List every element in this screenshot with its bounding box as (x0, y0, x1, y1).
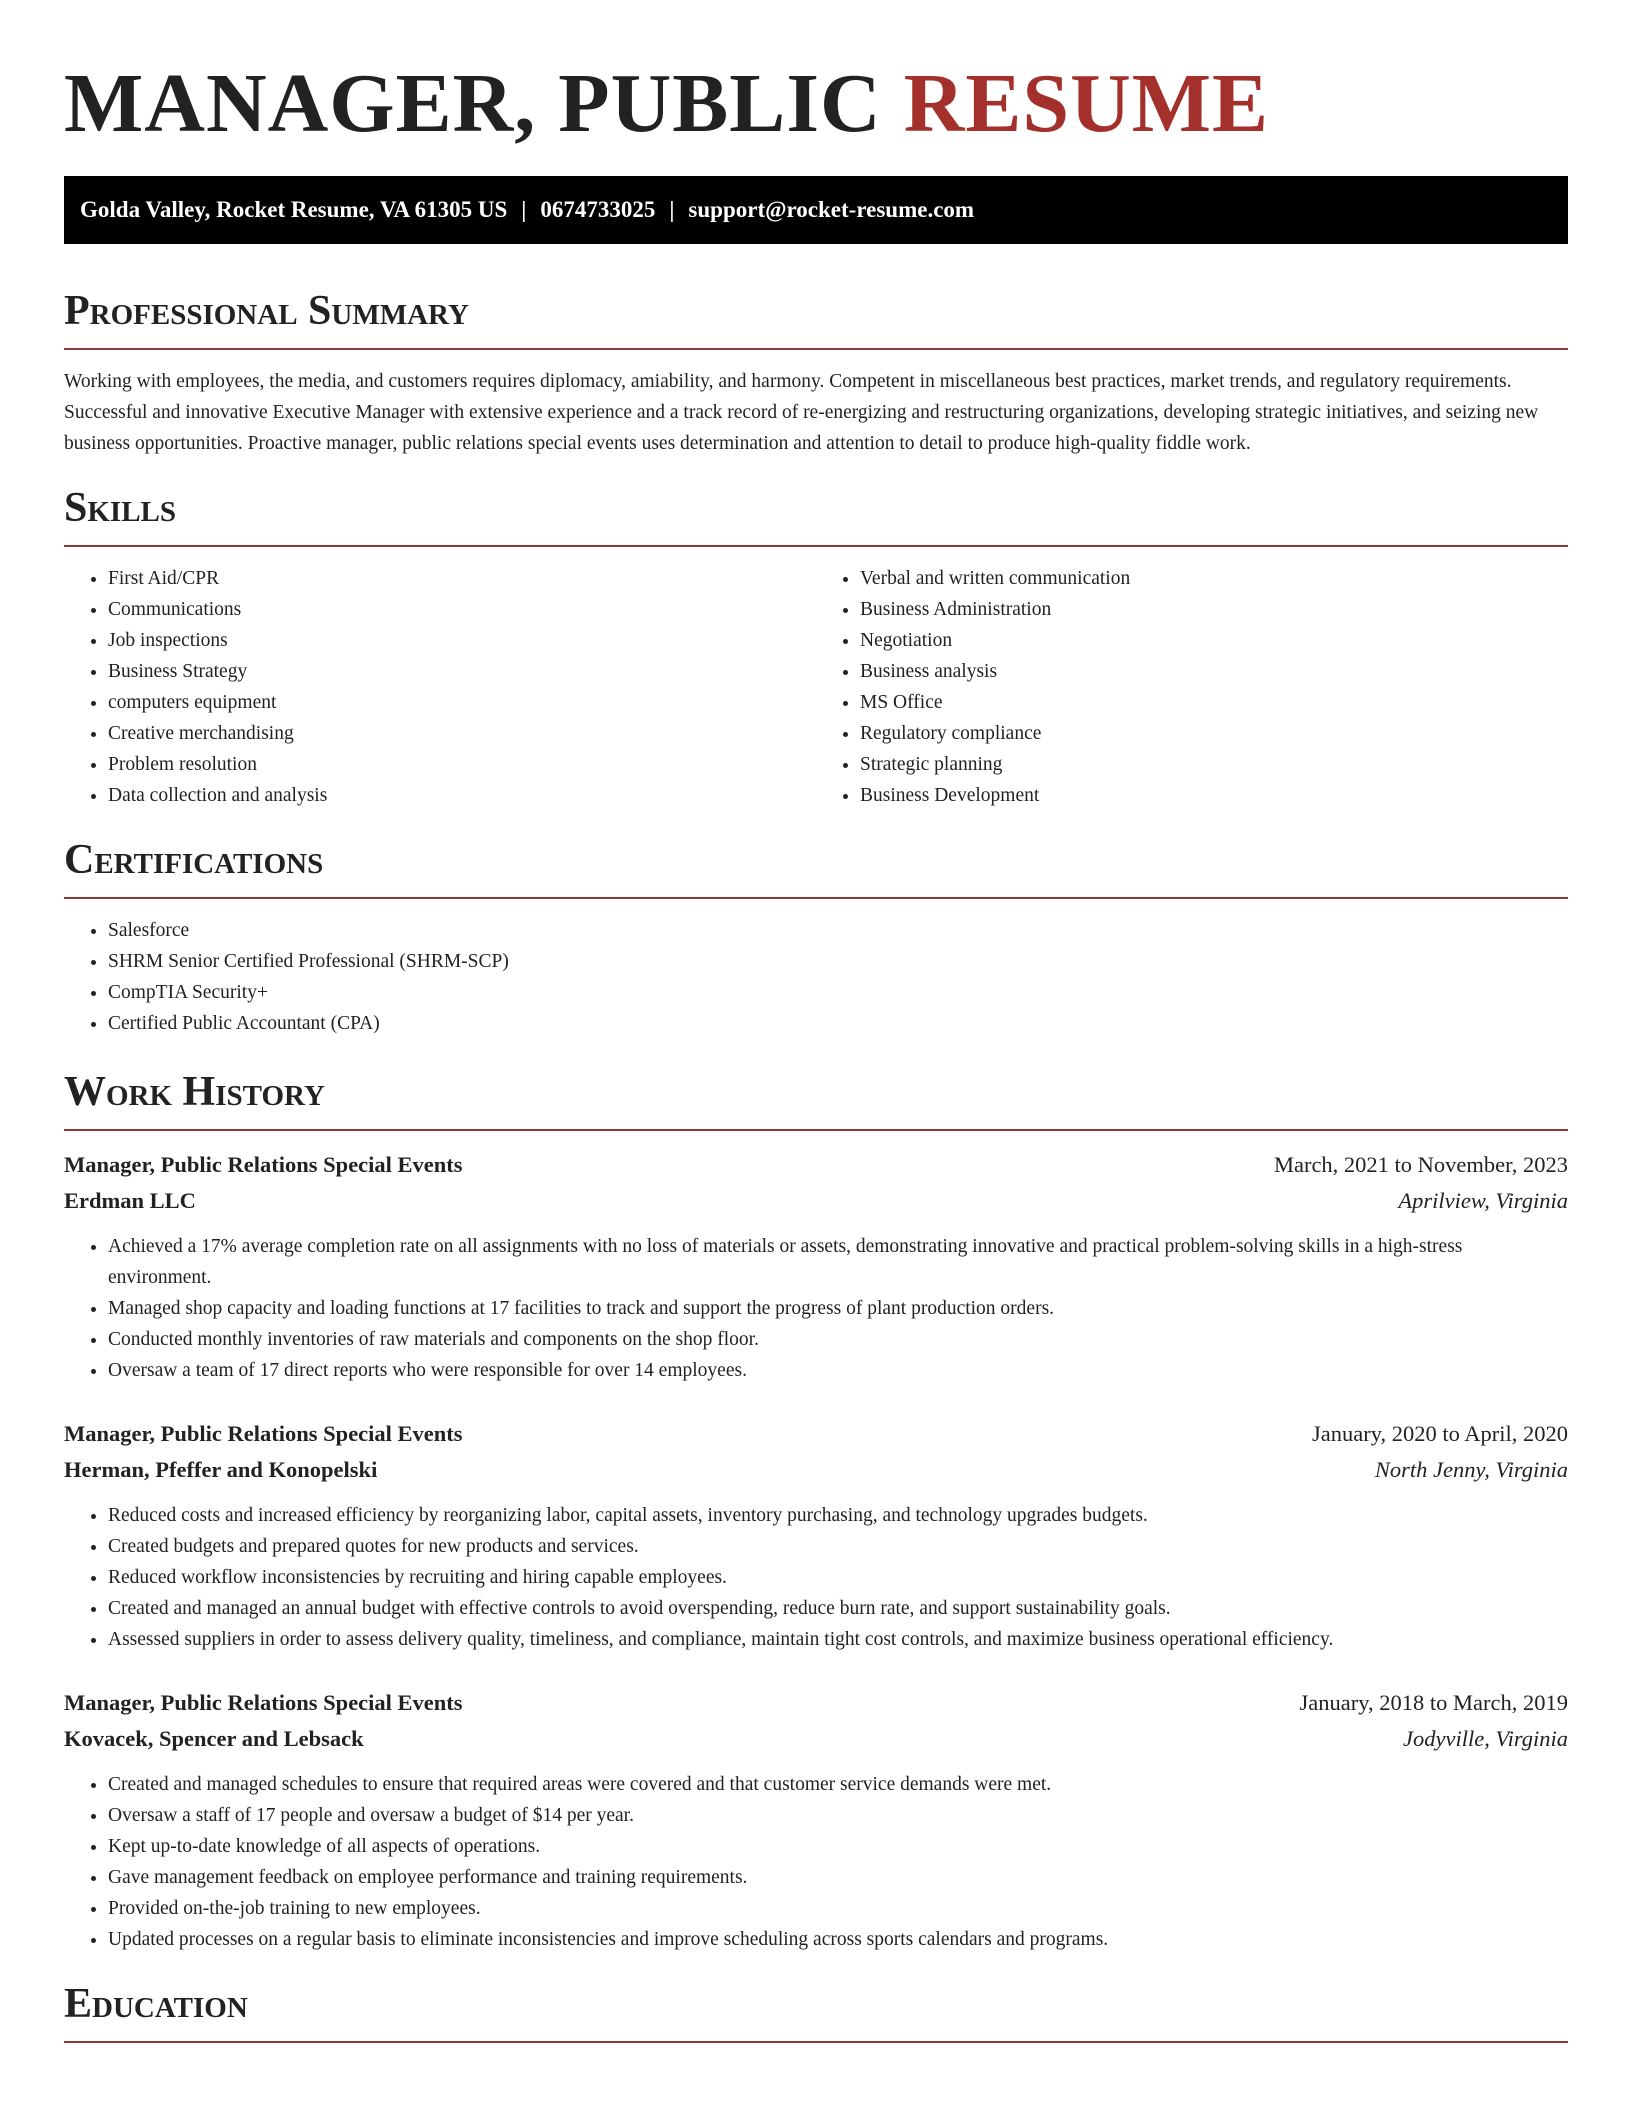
job-header-row (64, 1147, 1568, 1183)
job-title: Manager, Public Relations Special Events (64, 1421, 463, 1446)
skills-section (64, 483, 1568, 811)
job-bullets (64, 1500, 1568, 1655)
contact-address: Golda Valley, Rocket Resume, VA 61305 US (80, 197, 508, 222)
job-dates: March, 2021 to November, 2023 (1273, 1152, 1568, 1177)
skill-item: • Job inspections (108, 625, 816, 656)
certifications-section (64, 835, 1568, 1039)
certification-item: • CompTIA Security+ (108, 977, 1568, 1008)
education-section (64, 1979, 1568, 2043)
skill-item: • Business Strategy (108, 656, 816, 687)
certification-item: • Certified Public Accountant (CPA) (108, 1008, 1568, 1039)
work-history-title: Work History (64, 1067, 1568, 1131)
job-location: Aprilview, Virginia (1398, 1188, 1568, 1213)
job-bullet: • Managed shop capacity and loading functions at 17 facilities to track and support the progress of plant production orders. (108, 1293, 1568, 1324)
skill-item: • First Aid/CPR (108, 563, 816, 594)
job-bullet: • Gave management feedback on employee performance and training requirements. (108, 1862, 1568, 1893)
job-bullet: • Updated processes on a regular basis to eliminate inconsistencies and improve scheduling across sports calendars and programs. (108, 1924, 1568, 1955)
job-header-row (64, 1416, 1568, 1452)
certifications-title: Certifications (64, 835, 1568, 899)
skills-left-list (64, 563, 816, 811)
job-company-row (64, 1452, 1568, 1488)
job-location: North Jenny, Virginia (1374, 1457, 1568, 1482)
certifications-list (64, 915, 1568, 1039)
job-company: Erdman LLC (64, 1188, 196, 1213)
job-title: Manager, Public Relations Special Events (64, 1690, 463, 1715)
skill-item: • Business Administration (860, 594, 1568, 625)
skill-item: • Strategic planning (860, 749, 1568, 780)
job-bullets (64, 1231, 1568, 1386)
contact-separator: | (521, 197, 527, 222)
job-company-row (64, 1721, 1568, 1757)
job-dates: January, 2020 to April, 2020 (1311, 1421, 1568, 1446)
certification-item: • Salesforce (108, 915, 1568, 946)
name-accent: RESUME (903, 57, 1270, 150)
job-bullets (64, 1769, 1568, 1955)
job-company: Herman, Pfeffer and Konopelski (64, 1457, 378, 1482)
education-title: Education (64, 1979, 1568, 2043)
job-entry (64, 1685, 1568, 1955)
job-dates: January, 2018 to March, 2019 (1299, 1690, 1568, 1715)
skill-item: • Verbal and written communication (860, 563, 1568, 594)
skill-item: • Problem resolution (108, 749, 816, 780)
certification-item: • SHRM Senior Certified Professional (SHRM-SCP) (108, 946, 1568, 977)
summary-section (64, 286, 1568, 459)
contact-bar (64, 176, 1568, 244)
resume-name (64, 0, 1568, 176)
job-bullet: • Created and managed schedules to ensure that required areas were covered and that customer service demands were met. (108, 1769, 1568, 1800)
contact-email[interactable]: support@rocket-resume.com (688, 197, 975, 222)
contact-phone: 0674733025 (540, 197, 656, 222)
skill-item: • Creative merchandising (108, 718, 816, 749)
skills-grid (64, 563, 1568, 811)
job-bullet: • Kept up-to-date knowledge of all aspects of operations. (108, 1831, 1568, 1862)
job-bullet: • Reduced costs and increased efficiency by reorganizing labor, capital assets, inventory purchasing, and technology upgrades budgets. (108, 1500, 1568, 1531)
job-bullet: • Created budgets and prepared quotes for new products and services. (108, 1531, 1568, 1562)
job-bullet: • Reduced workflow inconsistencies by recruiting and hiring capable employees. (108, 1562, 1568, 1593)
summary-text: Working with employees, the media, and customers requires diplomacy, amiability, and harmony. Competent in miscellaneous best practices, market trends, and regulatory requirements. Successful and innovative Executive Manager with extensive experience and a track record of re-energizing and restructuring organizations, developing strategic initiatives, and seizing new business opportunities. Proactive manager, public relations special events uses determination and attention to detail to produce high-quality fiddle work. (64, 371, 1539, 454)
job-bullet: • Conducted monthly inventories of raw materials and components on the shop floor. (108, 1324, 1568, 1355)
job-bullet: • Created and managed an annual budget with effective controls to avoid overspending, reduce burn rate, and support sustainability goals. (108, 1593, 1568, 1624)
job-bullet: • Provided on-the-job training to new employees. (108, 1893, 1568, 1924)
skills-right-list (816, 563, 1568, 811)
skills-title: Skills (64, 483, 1568, 547)
job-location: Jodyville, Virginia (1403, 1726, 1568, 1751)
job-title: Manager, Public Relations Special Events (64, 1152, 463, 1177)
work-history-section (64, 1067, 1568, 1955)
job-bullet: • Assessed suppliers in order to assess delivery quality, timeliness, and compliance, maintain tight cost controls, and maximize business operational efficiency. (108, 1624, 1568, 1655)
skill-item: • Communications (108, 594, 816, 625)
job-company: Kovacek, Spencer and Lebsack (64, 1726, 364, 1751)
contact-separator: | (669, 197, 675, 222)
job-header-row (64, 1685, 1568, 1721)
skill-item: • Regulatory compliance (860, 718, 1568, 749)
job-bullet: • Oversaw a staff of 17 people and oversaw a budget of $14 per year. (108, 1800, 1568, 1831)
skill-item: • computers equipment (108, 687, 816, 718)
skill-item: • Negotiation (860, 625, 1568, 656)
skill-item: • Business Development (860, 780, 1568, 811)
skill-item: • Data collection and analysis (108, 780, 816, 811)
job-bullet: • Oversaw a team of 17 direct reports who were responsible for over 14 employees. (108, 1355, 1568, 1386)
job-bullet: • Achieved a 17% average completion rate on all assignments with no loss of materials or assets, demonstrating innovative and practical problem-solving skills in a high-stress environment. (108, 1231, 1568, 1293)
summary-title: Professional Summary (64, 286, 1568, 350)
job-entry (64, 1416, 1568, 1655)
job-company-row (64, 1183, 1568, 1219)
job-entry (64, 1147, 1568, 1386)
skill-item: • MS Office (860, 687, 1568, 718)
skill-item: • Business analysis (860, 656, 1568, 687)
name-main: MANAGER, PUBLIC (64, 57, 882, 150)
